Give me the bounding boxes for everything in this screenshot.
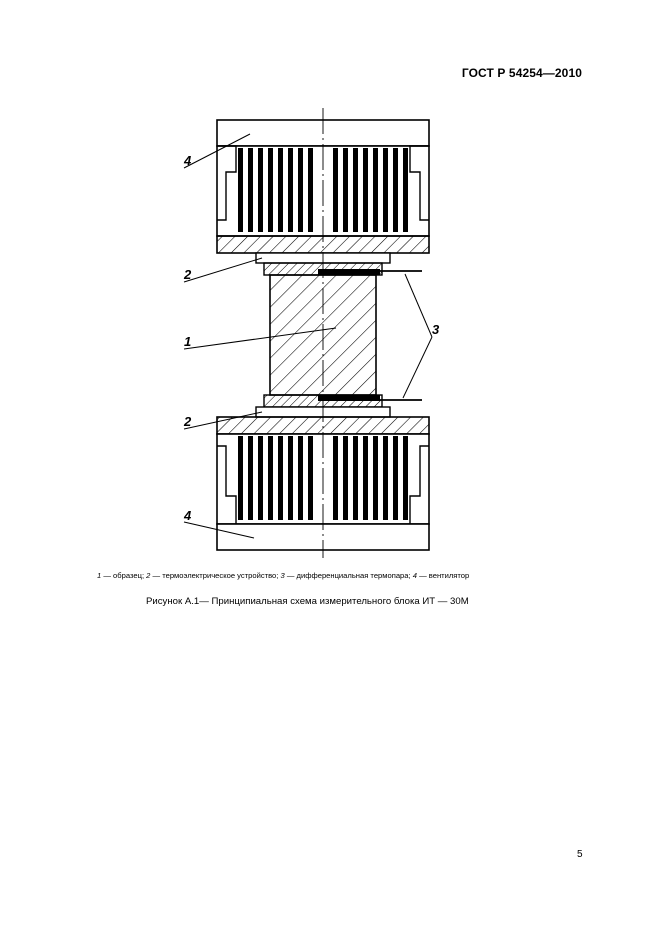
- figure-caption: Рисунок А.1— Принципиальная схема измерительного блока ИТ — 30М: [146, 596, 469, 607]
- legend-num-2: 2: [146, 571, 151, 580]
- figure-legend: [97, 571, 469, 580]
- callout-2-upper: 2: [184, 267, 192, 282]
- callout-4-upper: 4: [184, 153, 192, 168]
- document-code: ГОСТ Р 54254—2010: [461, 66, 582, 80]
- legend-num-4: 4: [412, 571, 417, 580]
- page-number: 5: [577, 849, 583, 860]
- upper-thermoelectric-device: [256, 253, 422, 275]
- legend-num-3: 3: [280, 571, 285, 580]
- callout-3: 3: [432, 322, 440, 337]
- callout-2-lower: 2: [184, 414, 192, 429]
- legend-text-3: — дифференциальная термопара;: [284, 571, 413, 580]
- legend-text-4: — вентилятор: [416, 571, 470, 580]
- callout-1: 1: [184, 334, 192, 349]
- callout-4-lower: 4: [184, 508, 192, 523]
- lower-thermoelectric-device: [256, 395, 422, 417]
- legend-text-1: — образец;: [101, 571, 147, 580]
- legend-text-2: — термоэлектрическое устройство;: [150, 571, 281, 580]
- legend-num-1: 1: [97, 571, 102, 580]
